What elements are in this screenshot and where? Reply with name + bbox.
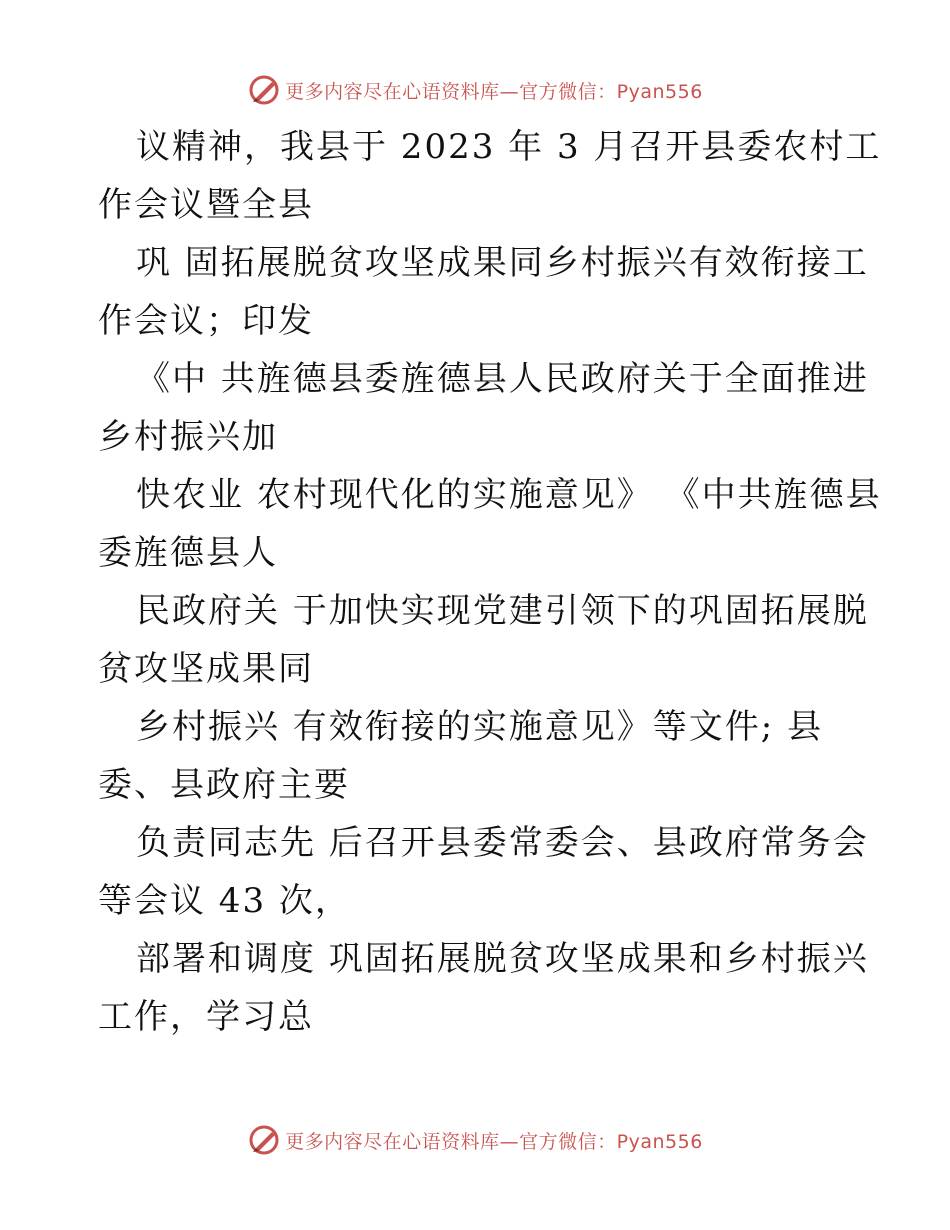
text-line: 作会议暨全县	[98, 185, 314, 225]
text-line: 快农业 农村现代化的实施意见》 《中共旌德县	[136, 475, 882, 515]
text-line: 等会议 43 次，	[98, 881, 351, 921]
document-body	[98, 118, 882, 1046]
footer-watermark	[0, 1120, 950, 1160]
text-line: 工作，学习总	[98, 997, 314, 1037]
text-line: 贫攻坚成果同	[98, 649, 314, 689]
watermark-text: 更多内容尽在心语资料库—官方微信：Pyan556	[285, 80, 703, 103]
text-line: 负责同志先 后召开县委常委会、县政府常务会	[136, 823, 869, 863]
text-line: 委、县政府主要	[98, 765, 350, 805]
text-line: 委旌德县人	[98, 533, 278, 573]
brush-logo-icon	[247, 73, 281, 107]
watermark-text: 更多内容尽在心语资料库—官方微信：Pyan556	[285, 1130, 703, 1153]
brush-logo-icon	[247, 1123, 281, 1157]
text-line: 巩 固拓展脱贫攻坚成果同乡村振兴有效衔接工	[136, 243, 869, 283]
text-line: 乡村振兴 有效衔接的实施意见》等文件; 县	[136, 707, 824, 747]
header-watermark	[0, 70, 950, 110]
text-line: 部署和调度 巩固拓展脱贫攻坚成果和乡村振兴	[136, 939, 869, 979]
text-line: 乡村振兴加	[98, 417, 278, 457]
text-line: 作会议；印发	[98, 301, 314, 341]
text-line: 《中 共旌德县委旌德县人民政府关于全面推进	[136, 359, 869, 399]
text-line: 议精神，我县于 2023 年 3 月召开县委农村工	[136, 127, 882, 167]
text-line: 民政府关 于加快实现党建引领下的巩固拓展脱	[136, 591, 869, 631]
